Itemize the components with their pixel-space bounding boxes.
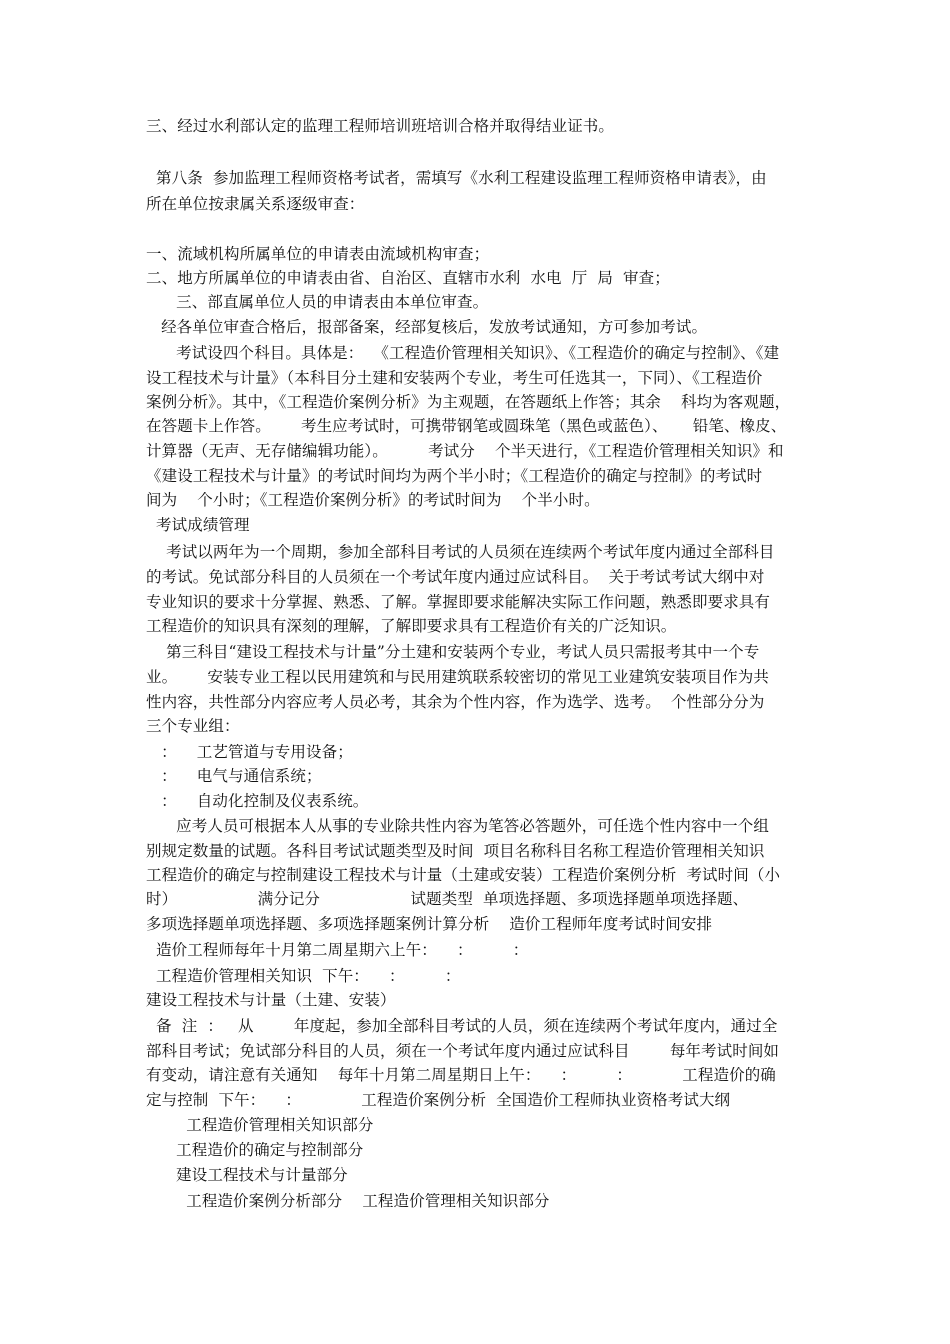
list-item: ： 电气与通信系统； bbox=[146, 767, 322, 785]
text-line: 业。 安装专业工程以民用建筑和与民用建筑联系较密切的常见工业建筑安装项目作为共 bbox=[146, 668, 769, 686]
text-line: 工程造价管理相关知识部分 bbox=[146, 1116, 374, 1134]
list-item: ： 自动化控制及仪表系统。 bbox=[146, 792, 369, 810]
text-line: 部科目考试；免试部分科目的人员，须在一个考试年度内通过应试科目 每年考试时间如 bbox=[146, 1042, 780, 1060]
text-line: 多项选择题单项选择题、多项选择题案例计算分析 造价工程师年度考试时间安排 bbox=[146, 915, 713, 933]
text-line: 应考人员可根据本人从事的专业除共性内容为笔答必答题外，可任选个性内容中一个组 bbox=[146, 817, 769, 835]
text-line: 第八条 参加监理工程师资格考试者，需填写《水利工程建设监理工程师资格申请表》，由 bbox=[146, 169, 767, 187]
text-line: 有变动，请注意有关通知 每年十月第二周星期日上午： ： ： 工程造价的确 bbox=[146, 1066, 776, 1084]
text-line: 工程造价管理相关知识 下午： ： ： bbox=[146, 967, 461, 985]
text-line: 在答题卡上作答。 考生应考试时，可携带钢笔或圆珠笔（黑色或蓝色）、 铅笔、橡皮、 bbox=[146, 417, 787, 435]
text-line: 定与控制 下午： ： 工程造价案例分析 全国造价工程师执业资格考试大纲 bbox=[146, 1091, 731, 1109]
text-line: 建设工程技术与计量（土建、安装） bbox=[146, 991, 396, 1009]
text-line: 工程造价的确定与控制建设工程技术与计量（土建或安装）工程造价案例分析 考试时间（小 bbox=[146, 866, 781, 884]
text-line: 间为 个小时；《工程造价案例分析》的考试时间为 个半小时。 bbox=[146, 491, 600, 509]
text-line: 二、地方所属单位的申请表由省、自治区、直辖市水利 水电 厅 局 审查； bbox=[146, 269, 670, 287]
text-line: 建设工程技术与计量部分 bbox=[146, 1166, 348, 1184]
text-line: 所在单位按隶属关系逐级审查： bbox=[146, 195, 365, 213]
text-line: 专业知识的要求十分掌握、熟悉、了解。掌握即要求能解决实际工作问题，熟悉即要求具有 bbox=[146, 593, 771, 611]
text-line: 设工程技术与计量》（本科目分土建和安装两个专业，考生可任选其一，下同）、《工程造价 bbox=[146, 369, 763, 387]
text-line: 性内容，共性部分内容应考人员必考，其余为个性内容，作为选学、选考。 个性部分分为 bbox=[146, 693, 765, 711]
text-line: 时） 满分记分 试题类型 单项选择题、多项选择题单项选择题、 bbox=[146, 890, 749, 908]
list-item: ： 工艺管道与专用设备； bbox=[146, 743, 353, 761]
text-line: 第三科目“建设工程技术与计量”分土建和安装两个专业，考试人员只需报考其中一个专 bbox=[146, 643, 760, 661]
text-line: 计算器（无声、无存储编辑功能）。 考试分 个半天进行，《工程造价管理相关知识》和 bbox=[146, 442, 784, 460]
text-line: 三、经过水利部认定的监理工程师培训班培训合格并取得结业证书。 bbox=[146, 117, 615, 135]
text-line: 备 注 ： 从 年度起，参加全部科目考试的人员，须在连续两个考试年度内，通过全 bbox=[146, 1017, 778, 1035]
text-line: 别规定数量的试题。各科目考试试题类型及时间 项目名称科目名称工程造价管理相关知识 bbox=[146, 842, 765, 860]
section-heading: 考试成绩管理 bbox=[146, 516, 250, 534]
text-line: 的考试。免试部分科目的人员须在一个考试年度内通过应试科目。 关于考试考试大纲中对 bbox=[146, 568, 765, 586]
text-line: 经各单位审查合格后，报部备案，经部复核后，发放考试通知，方可参加考试。 bbox=[146, 318, 708, 336]
text-line: 考试设四个科目。具体是： 《工程造价管理相关知识》、《工程造价的确定与控制》、《建 bbox=[146, 344, 780, 362]
text-line: 三、部直属单位人员的申请表由本单位审查。 bbox=[146, 293, 489, 311]
text-line: 三个专业组： bbox=[146, 717, 240, 735]
text-line: 工程造价的知识具有深刻的理解，了解即要求具有工程造价有关的广泛知识。 bbox=[146, 617, 677, 635]
text-line: 案例分析》。其中，《工程造价案例分析》为主观题，在答题纸上作答；其余 科均为客观题， bbox=[146, 393, 791, 411]
text-line: 《建设工程技术与计量》的考试时间均为两个半小时；《工程造价的确定与控制》的考试时 bbox=[146, 467, 763, 485]
text-line: 造价工程师每年十月第二周星期六上午： ： ： bbox=[146, 941, 529, 959]
text-line: 工程造价的确定与控制部分 bbox=[146, 1141, 364, 1159]
text-line: 考试以两年为一个周期，参加全部科目考试的人员须在连续两个考试年度内通过全部科目 bbox=[146, 543, 775, 561]
text-line: 工程造价案例分析部分 工程造价管理相关知识部分 bbox=[146, 1192, 550, 1210]
text-line: 一、流域机构所属单位的申请表由流域机构审查； bbox=[146, 245, 490, 263]
